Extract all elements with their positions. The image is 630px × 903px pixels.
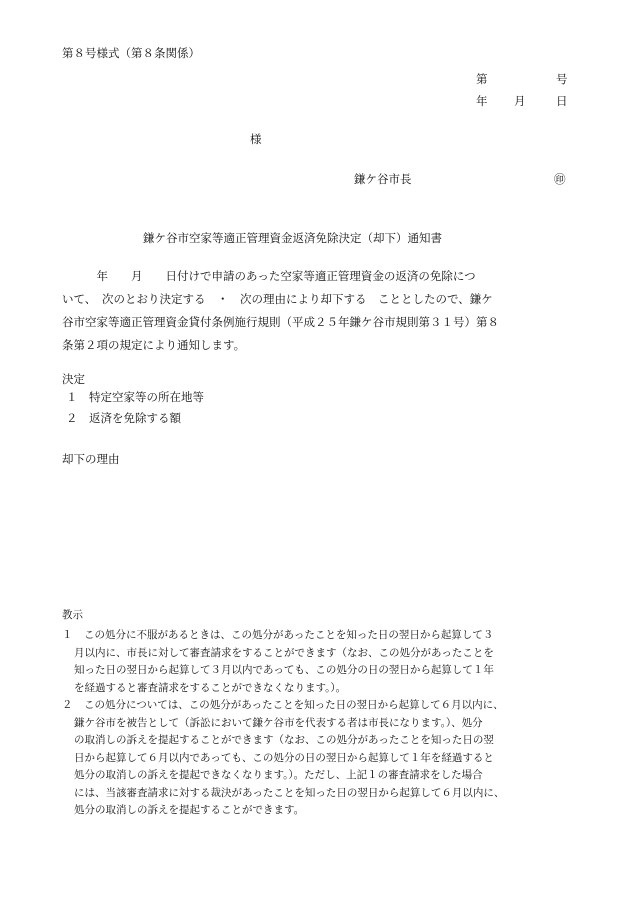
notice-line: 日から起算して６月以内であっても、この処分の日の翌日から起算して１年を経過すると [74,751,494,764]
notice-line: 処分の取消しの訴えを提起できなくなります。）。ただし、上記１の審査請求をした場合 [74,769,483,781]
intro-line: 年 月 日付けで申請のあった空家等適正管理資金の返済の免除につ [62,269,476,283]
document-number-prefix: 第 [476,72,488,86]
addressee-suffix: 様 [250,132,262,146]
decision-heading: 決定 [62,372,85,386]
date-month: 月 [514,94,526,108]
notice-line: この処分に不服があるときは、この処分があったことを知った日の翌日から起算して３ [84,629,494,641]
issuer-name: 鎌ケ谷市長 [354,172,412,186]
notice-line: の取消しの訴えを提起することができます（なお、この処分があったことを知った日の翌 [74,734,494,746]
decision-item-location: １ 特定空家等の所在地等 [66,390,204,404]
notice-line: 月以内に、市長に対して審査請求をすることができます（なお、この処分があったことを [74,646,494,659]
document-title: 鎌ケ谷市空家等適正管理資金返済免除決定（却下）通知書 [143,231,442,245]
rejection-heading: 却下の理由 [62,452,120,466]
intro-paragraph [62,265,582,357]
decision-item-amount: ２ 返済を免除する額 [66,411,181,425]
seal-mark: ㊞ [554,172,566,186]
date-year: 年 [476,94,488,108]
form-number: 第８号様式（第８条関係） [62,46,200,60]
intro-line: 条第２項の規定により通知します。 [62,338,246,352]
date-day: 日 [556,94,568,108]
notice-item-number: ２ [62,699,73,711]
notice-heading: 教示 [62,609,83,621]
notice-line: この処分については、この処分があったことを知った日の翌日から起算して６月以内に、 [84,699,504,711]
intro-line: いて、 次のとおり決定する ・ 次の理由により却下する こととしたので、鎌ケ [62,292,493,306]
notice-line: を経過すると審査請求をすることができなくなります。）。 [74,681,347,694]
notice-line: には、当該審査請求に対する裁決があったことを知った日の翌日から起算して６月以内に、 [74,786,505,799]
notice-line: 処分の取消しの訴えを提起することができます。 [74,804,305,816]
intro-line: 谷市空家等適正管理資金貸付条例施行規則（平成２５年鎌ケ谷市規則第３１号）第８ [62,315,499,329]
document-number-suffix: 号 [556,72,568,86]
notice-line: 鎌ケ谷市を被告として（訴訟において鎌ケ谷市を代表する者は市長になります。）、処分 [74,716,483,729]
notice-item-number: １ [62,629,73,641]
notice-line: 知った日の翌日から起算して３月以内であっても、この処分の日の翌日から起算して１年 [74,664,494,676]
